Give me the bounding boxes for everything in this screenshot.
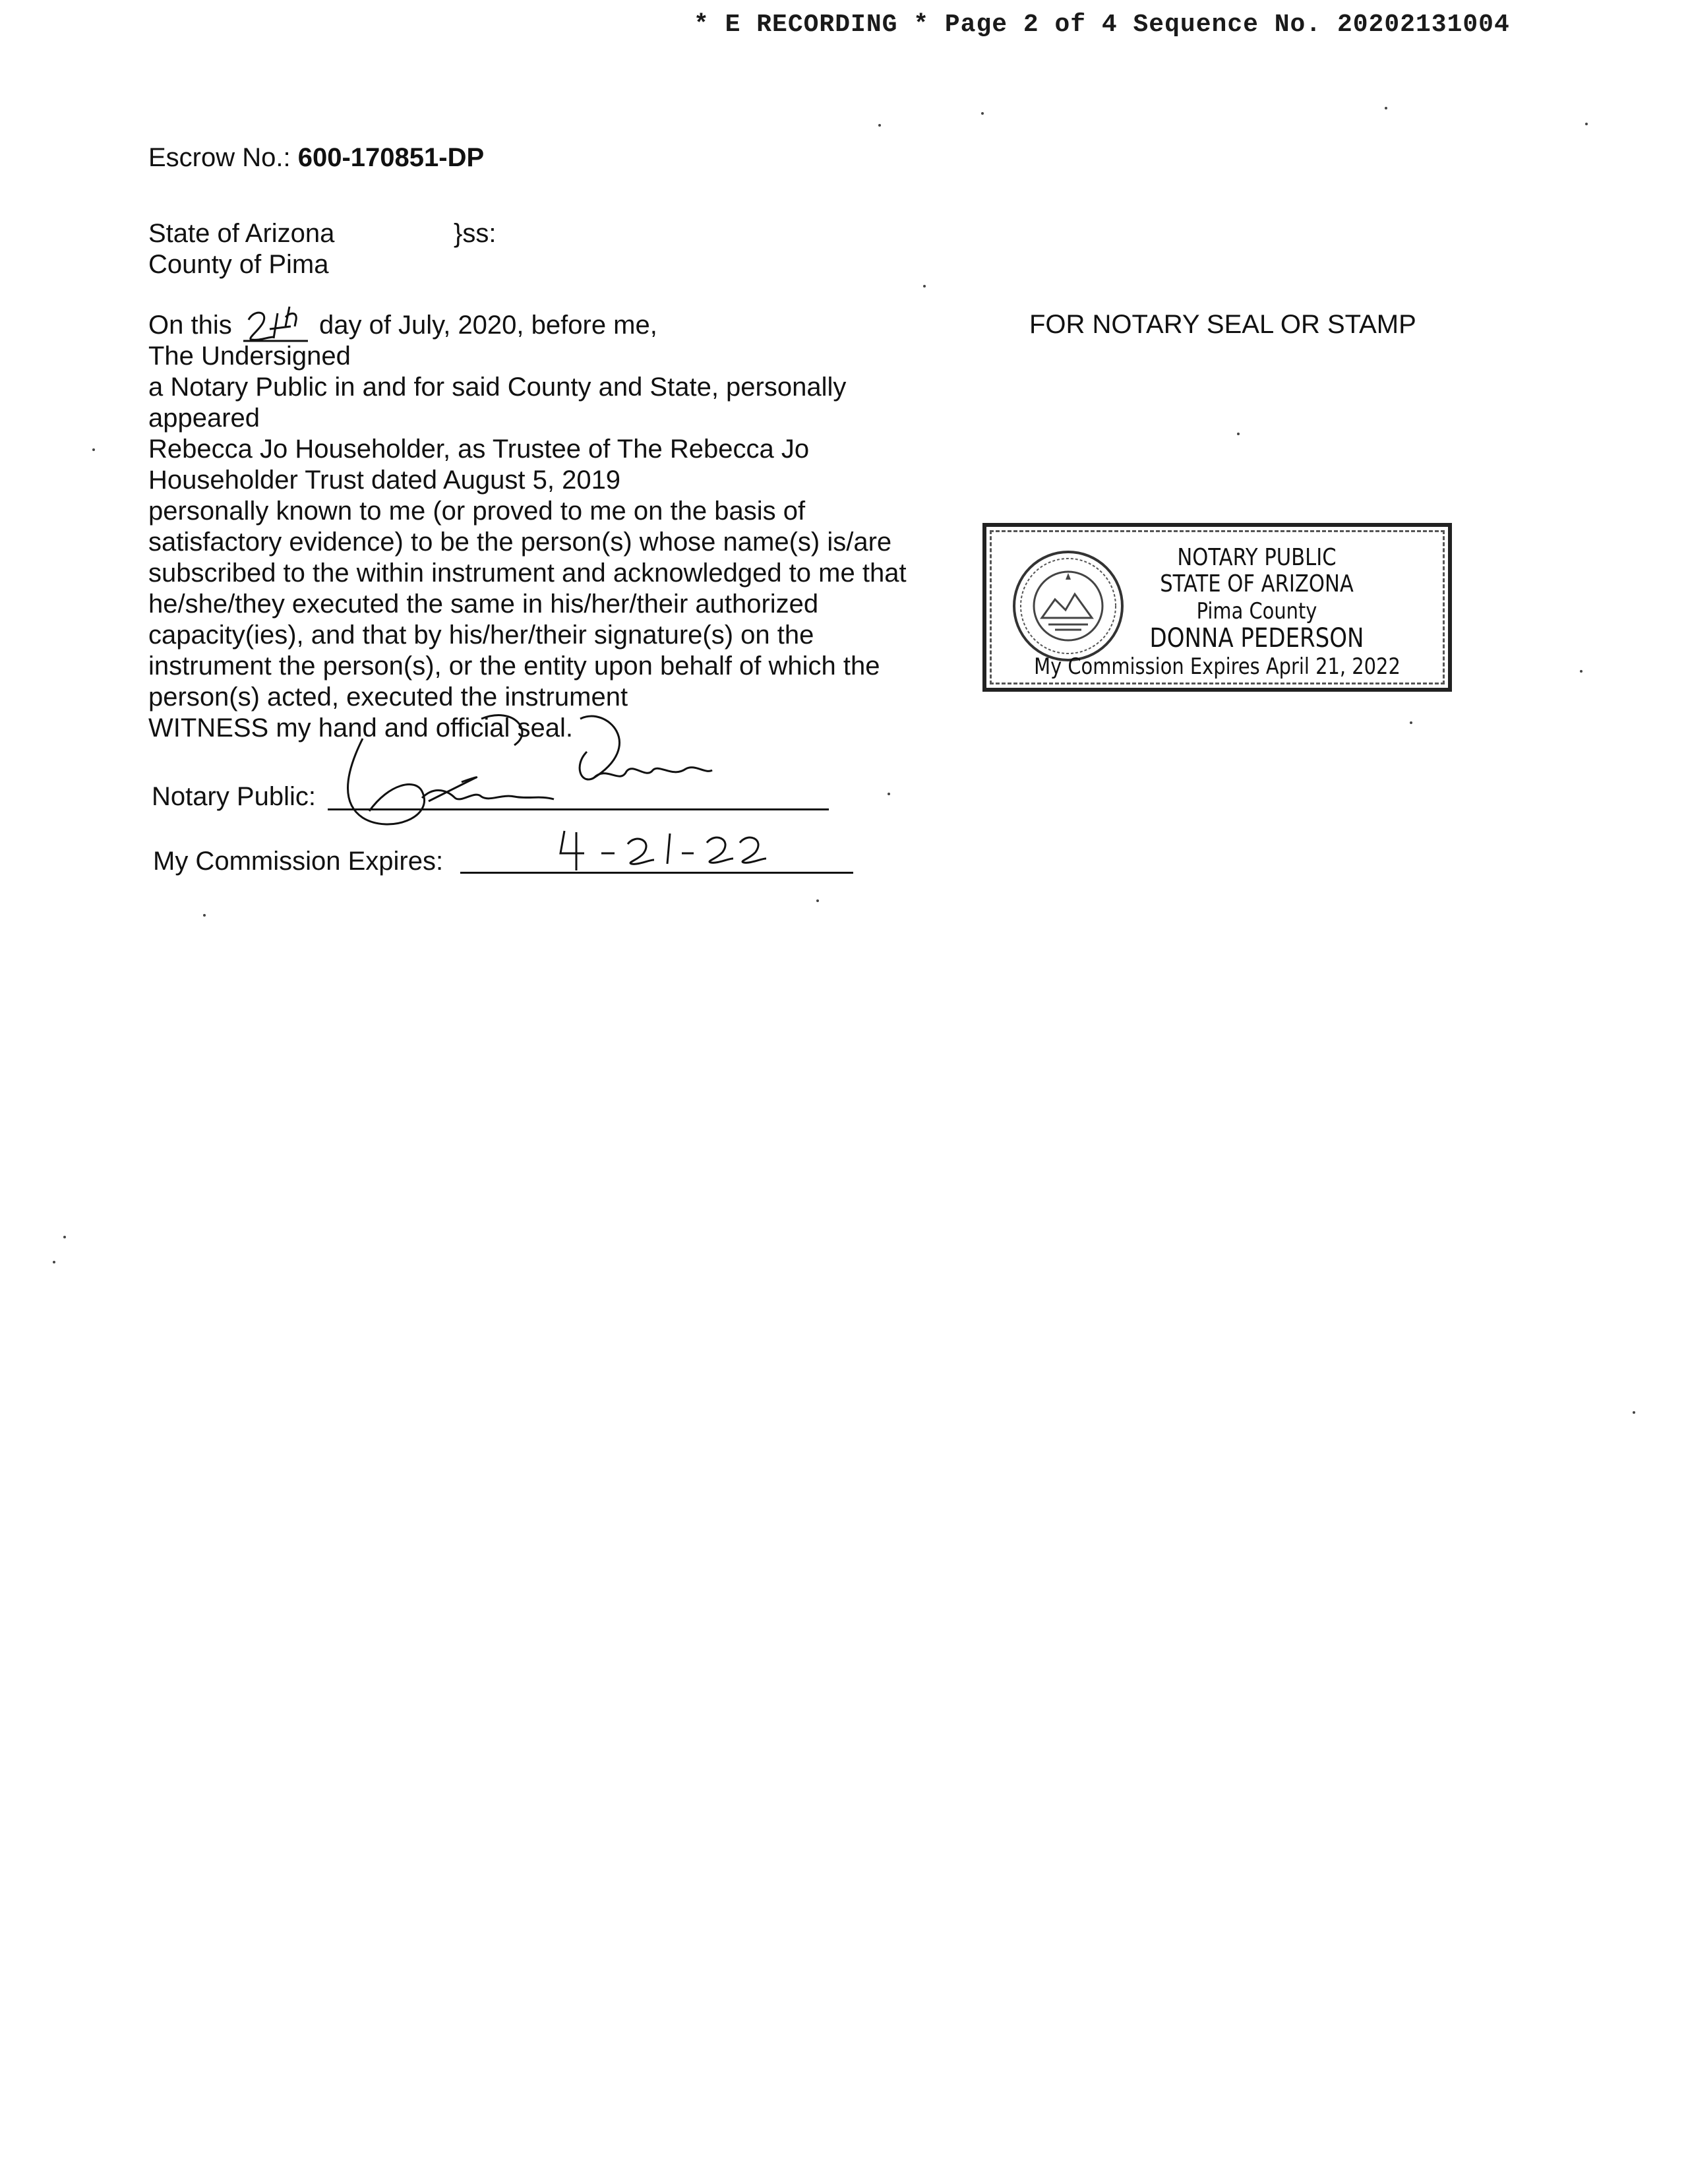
stamp-line-1: NOTARY PUBLIC	[1177, 544, 1337, 571]
stamp-line-5: My Commission Expires April 21, 2022	[1034, 653, 1401, 680]
venue-state: State of Arizona	[148, 219, 335, 248]
commission-date-handwritten	[554, 827, 778, 873]
notary-public-label: Notary Public:	[152, 782, 316, 811]
notary-signature	[316, 706, 738, 837]
notary-stamp	[982, 523, 1452, 692]
handwritten-day	[239, 315, 312, 341]
scan-speck	[1385, 107, 1387, 109]
scan-speck	[203, 914, 206, 917]
ack-line-8: satisfactory evidence) to be the person(s) whose name(s) is/are	[148, 528, 892, 557]
scan-speck	[923, 285, 926, 288]
recording-header: * E RECORDING * Page 2 of 4 Sequence No. 20202131004	[694, 11, 1510, 39]
ack-line-1-before: On this	[148, 311, 232, 340]
acknowledgment-block	[148, 310, 907, 744]
scan-speck	[63, 1236, 66, 1238]
venue-ss: }ss:	[454, 219, 497, 248]
scan-speck	[1633, 1411, 1635, 1414]
ack-line-7: personally known to me (or proved to me on the basis of	[148, 497, 806, 526]
scan-speck	[1580, 670, 1582, 673]
scan-speck	[888, 793, 890, 795]
ack-line-1-after: day of July, 2020, before me,	[318, 311, 657, 340]
venue-county: County of Pima	[148, 250, 329, 279]
ack-line-10: he/she/they executed the same in his/her/their authorized	[148, 590, 819, 619]
ack-line-1	[148, 310, 907, 341]
scan-speck	[92, 448, 95, 451]
ack-line-13: person(s) acted, executed the instrument	[148, 682, 628, 712]
ack-line-6: Householder Trust dated August 5, 2019	[148, 466, 621, 495]
escrow-label: Escrow No.:	[148, 143, 291, 172]
commission-label: My Commission Expires:	[153, 847, 444, 876]
handwritten-day-scribble	[239, 300, 312, 342]
scan-speck	[981, 112, 984, 115]
stamp-line-4: DONNA PEDERSON	[1149, 623, 1364, 653]
escrow-number: 600-170851-DP	[297, 143, 485, 172]
ack-line-9: subscribed to the within instrument and acknowledged to me that	[148, 559, 907, 588]
scan-speck	[816, 899, 819, 902]
scan-speck	[1410, 721, 1412, 724]
scan-speck	[53, 1261, 55, 1263]
scan-speck	[1237, 433, 1240, 435]
scan-speck	[1585, 123, 1588, 125]
ack-line-5: Rebecca Jo Householder, as Trustee of The Rebecca Jo	[148, 435, 810, 464]
ack-line-4: appeared	[148, 404, 260, 433]
ack-line-11: capacity(ies), and that by his/her/their signature(s) on the	[148, 621, 814, 650]
ack-line-2: The Undersigned	[148, 342, 351, 371]
ack-line-12: instrument the person(s), or the entity upon behalf of which the	[148, 652, 880, 681]
ack-line-3: a Notary Public in and for said County and State, personally	[148, 373, 847, 402]
escrow-row	[148, 142, 484, 173]
seal-heading: FOR NOTARY SEAL OR STAMP	[1029, 310, 1416, 339]
ack-line-14: WITNESS my hand and official seal.	[148, 713, 573, 743]
scan-speck	[878, 124, 881, 127]
stamp-line-3: Pima County	[1196, 598, 1317, 624]
stamp-line-2: STATE OF ARIZONA	[1160, 570, 1354, 597]
